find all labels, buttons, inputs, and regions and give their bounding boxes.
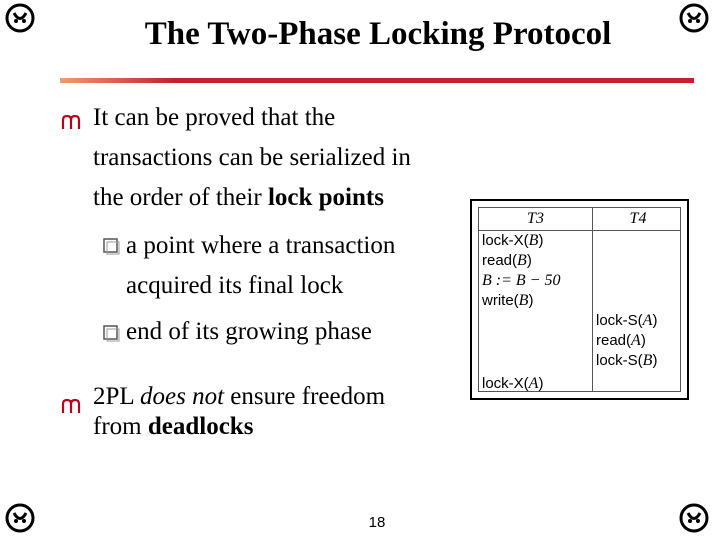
bullet-line: transactions can be serialized in bbox=[93, 144, 411, 171]
bullet-italic-text: does not bbox=[140, 383, 225, 410]
bullet-line: a point where a transaction bbox=[126, 232, 396, 259]
column-header-t3: T3 bbox=[527, 210, 544, 227]
schedule-op-t4: lock-S(A) bbox=[596, 312, 658, 329]
sub-bullet-final-lock bbox=[126, 226, 456, 306]
bullet-line: It can be proved that the bbox=[93, 104, 336, 131]
sub-bullet-marker-icon bbox=[102, 237, 120, 255]
bullet-marker-icon bbox=[60, 111, 82, 133]
bullet-line: acquired its final lock bbox=[126, 272, 344, 299]
slide-title: The Two-Phase Locking Protocol bbox=[144, 16, 612, 52]
bullet-text: from bbox=[93, 413, 148, 440]
schedule-op-t3: read(B) bbox=[482, 252, 532, 269]
schedule-op-t4: read(A) bbox=[596, 332, 646, 349]
schedule-op-t3: lock-X(B) bbox=[482, 232, 544, 249]
bullet-text: 2PL bbox=[93, 383, 140, 410]
bullet-lock-points bbox=[93, 98, 463, 218]
bullet-line bbox=[93, 178, 463, 218]
bullet-deadlocks bbox=[93, 382, 473, 442]
bullet-marker-icon bbox=[60, 395, 82, 417]
schedule-grid bbox=[478, 207, 681, 392]
schedule-op-t4: lock-S(B) bbox=[596, 352, 658, 369]
bullet-bold-text: deadlocks bbox=[147, 413, 254, 440]
page-number: 18 bbox=[368, 514, 386, 531]
sub-bullet-marker-icon bbox=[102, 324, 120, 342]
schedule-table bbox=[470, 199, 689, 400]
schedule-op-t3: B := B − 50 bbox=[482, 272, 561, 289]
corner-ornament-icon bbox=[4, 2, 36, 34]
corner-ornament-icon bbox=[4, 502, 36, 534]
bullet-bold-text: lock points bbox=[267, 184, 384, 211]
corner-ornament-icon bbox=[678, 502, 710, 534]
column-header-t4: T4 bbox=[629, 210, 647, 227]
column-divider bbox=[592, 208, 593, 391]
sub-bullet-growing-phase: end of its growing phase bbox=[126, 318, 372, 345]
title-underline bbox=[60, 78, 694, 83]
schedule-op-t3: lock-X(A) bbox=[482, 375, 544, 392]
bullet-text: the order of their bbox=[93, 184, 268, 211]
bullet-text: ensure freedom bbox=[224, 383, 386, 410]
schedule-op-t3: write(B) bbox=[482, 292, 534, 309]
